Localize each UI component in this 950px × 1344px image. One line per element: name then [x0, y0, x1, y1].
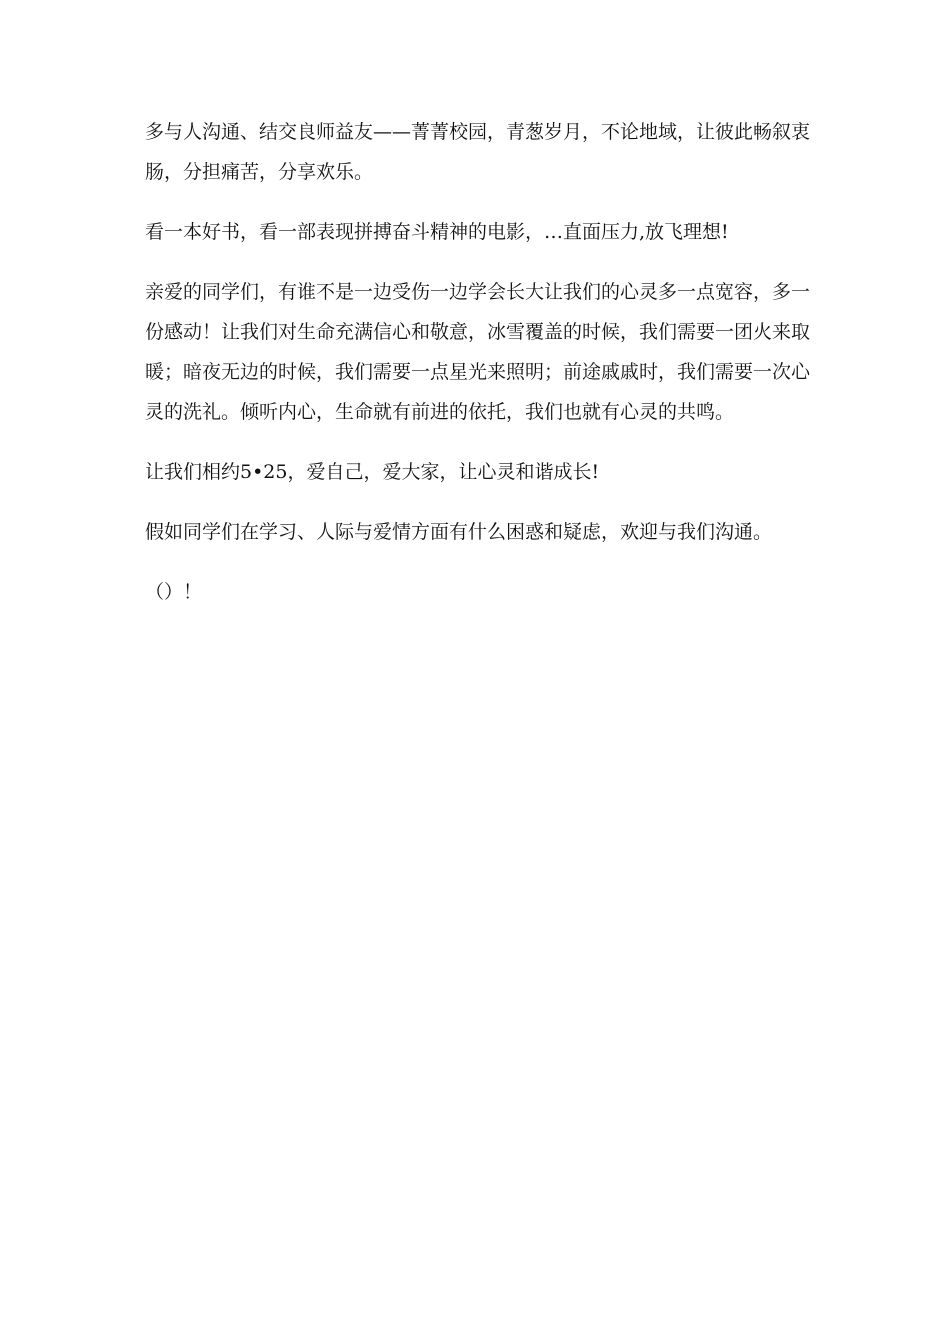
paragraph-read-book: 看一本好书，看一部表现拼搏奋斗精神的电影，…直面压力,放飞理想!: [145, 221, 729, 243]
paragraph-contact-us: 假如同学们在学习、人际与爱情方面有什么困惑和疑虑，欢迎与我们沟通。: [145, 521, 773, 543]
paragraph-closing: （）！: [145, 581, 203, 603]
document-body: [145, 112, 810, 632]
paragraph-communication: 多与人沟通、结交良师益友——菁菁校园，青葱岁月，不论地域，让彼此畅叙衷肠，分担痛苦，分享欢乐。: [145, 121, 811, 183]
paragraph-appointment: 让我们相约5•25，爱自己，爱大家，让心灵和谐成长!: [145, 461, 600, 483]
paragraph-dear-classmates: 亲爱的同学们，有谁不是一边受伤一边学会长大让我们的心灵多一点宽容，多一份感动！让我们对生命充满信心和敬意，冰雪覆盖的时候，我们需要一团火来取暖；暗夜无边的时候，我们需要一点星光来照明；前途戚戚时，我们需要一次心灵的洗礼。倾听内心，生命就有前进的依托，我们也就有心灵的共鸣。: [145, 281, 811, 423]
